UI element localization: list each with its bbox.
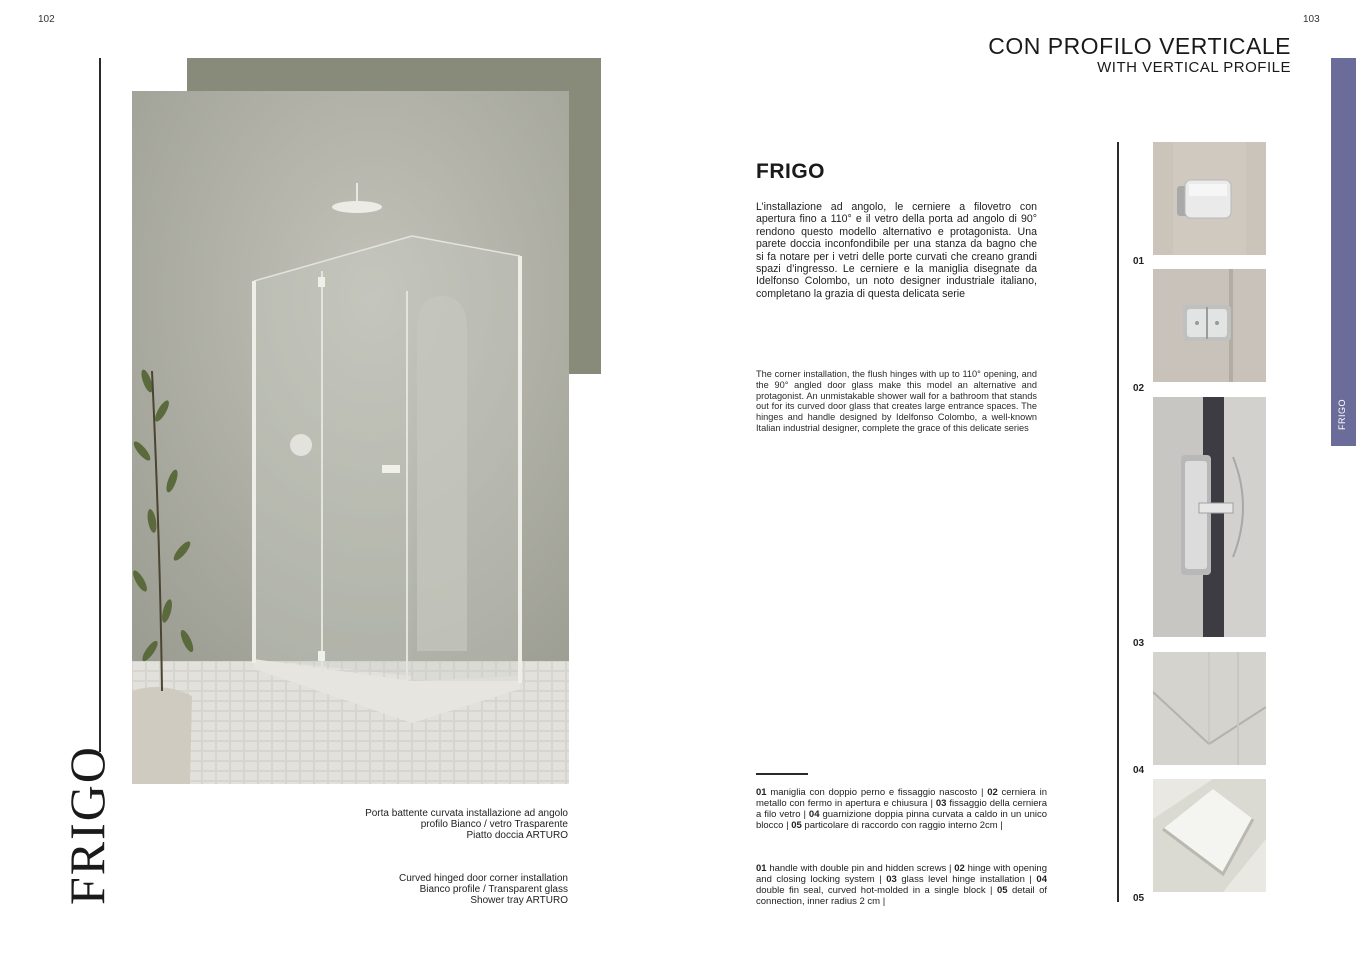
detail-text: particolare di raccordo con raggio interno 2cm |: [801, 820, 1003, 831]
caption-line: Bianco profile / Transparent glass: [419, 884, 568, 895]
detail-photo-seal: [1153, 652, 1266, 765]
shower-photo-illustration: [132, 91, 569, 784]
detail-text: glass level hinge installation |: [896, 874, 1037, 885]
description-italian: L’installazione ad angolo, le cerniere a filovetro con apertura fino a 110° e il vetro della porta ad angolo di 90° rendono questo modello alternativo e protagonista. Una parete doccia inconfondibile per una stanza da bagno che si fa notare per i vetri delle porte curvati che creano grandi spazi d’ingresso. Le cerniere e la maniglia disegnate da Idelfonso Colombo, un noto designer industriale italiano, completano la grazia di questa delicata serie: [756, 201, 1037, 300]
vertical-divider-right: [1117, 142, 1119, 902]
detail-photo-handle: [1153, 142, 1266, 255]
caption-english: [308, 873, 568, 906]
header-subtitle: WITH VERTICAL PROFILE: [1097, 59, 1291, 76]
model-name: FRIGO: [756, 160, 825, 183]
detail-photo-hinge: [1153, 269, 1266, 382]
vertical-title: FRIGO: [59, 744, 115, 905]
caption-line: profilo Bianco / vetro Trasparente: [420, 819, 568, 830]
vertical-divider-left: [99, 58, 101, 752]
detail-text: fissaggio della cerniera a filo vetro |: [756, 798, 1047, 820]
detail-num: 01: [756, 863, 767, 874]
detail-text: hinge with opening and closing locking system |: [756, 863, 1047, 885]
detail-text: handle with double pin and hidden screws |: [766, 863, 955, 874]
detail-num: 05: [996, 885, 1008, 896]
detail-text: maniglia con doppio perno e fissaggio nascosto |: [766, 787, 988, 798]
detail-number-05: 05: [1133, 893, 1145, 904]
description-english: The corner installation, the flush hinges with up to 110° opening, and the 90° angled door glass make this model an alternative and protagonist. An unmistakable shower wall for a bathroom that stands out for its curved door glass that creates large entrance spaces. The hinges and handle designed by Idelfonso Colombo, a well-known Italian industrial designer, complete the grace of this delicate series: [756, 369, 1037, 433]
detail-photo-glass-hinge: [1153, 397, 1266, 637]
side-tab: [1331, 58, 1356, 446]
caption-line: Piatto doccia ARTURO: [466, 830, 568, 841]
detail-number-04: 04: [1133, 765, 1145, 776]
detail-num: 02: [987, 787, 998, 798]
detail-num: 02: [954, 863, 965, 874]
caption-italian: [308, 808, 568, 841]
caption-line: Curved hinged door corner installation: [399, 873, 568, 884]
caption-line: Shower tray ARTURO: [470, 895, 568, 906]
detail-num: 03: [886, 874, 897, 885]
shower-enclosure-photo: [132, 91, 569, 784]
detail-photo-connection: [1153, 779, 1266, 892]
caption-line: Porta battente curvata installazione ad angolo: [365, 808, 568, 819]
detail-text: detail of connection, inner radius 2 cm |: [756, 885, 1047, 907]
details-italian: [756, 787, 1047, 831]
detail-text: guarnizione doppia pinna curvata a caldo in un unico blocco |: [756, 809, 1047, 831]
short-rule: [756, 773, 808, 775]
header-title: CON PROFILO VERTICALE: [988, 33, 1291, 59]
page-number-right: 103: [1303, 14, 1320, 25]
detail-text: cerniera in metallo con fermo in apertura e chiusura |: [756, 787, 1047, 809]
side-tab-label: FRIGO: [1337, 399, 1347, 430]
detail-number-01: 01: [1133, 256, 1145, 267]
detail-num: 04: [808, 809, 820, 820]
detail-num: 01: [756, 787, 767, 798]
detail-num: 05: [791, 820, 802, 831]
details-english: [756, 863, 1047, 907]
detail-number-02: 02: [1133, 383, 1145, 394]
detail-num: 03: [935, 798, 947, 809]
detail-number-03: 03: [1133, 638, 1145, 649]
detail-text: double fin seal, curved hot-molded in a single block |: [756, 885, 997, 896]
detail-num: 04: [1036, 874, 1047, 885]
page-number-left: 102: [38, 14, 55, 25]
